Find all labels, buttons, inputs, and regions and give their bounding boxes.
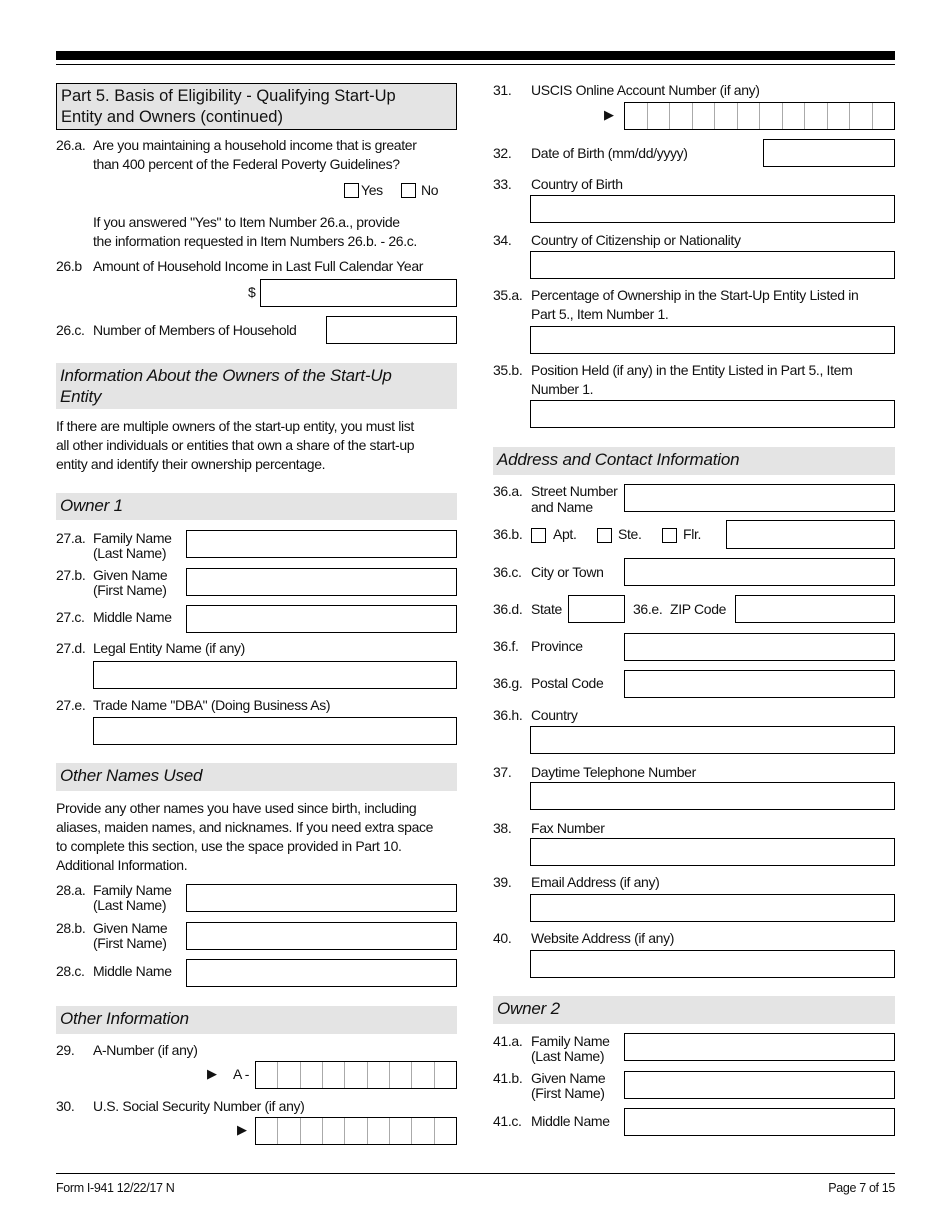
- top-thin-rule: [56, 64, 895, 65]
- uscis-label: USCIS Online Account Number (if any): [531, 82, 760, 98]
- digit-cell[interactable]: [692, 103, 715, 129]
- owner1-middle-name-input[interactable]: [186, 605, 457, 633]
- ste-checkbox[interactable]: [597, 528, 612, 543]
- other-family-name-number: 28.a.: [56, 882, 86, 898]
- apt-label: Apt.: [553, 526, 577, 542]
- owner2-middle-name-input[interactable]: [624, 1108, 895, 1136]
- digit-cell[interactable]: [647, 103, 670, 129]
- q26a-note-line1: If you answered "Yes" to Item Number 26.a., provide: [93, 214, 400, 230]
- state-input[interactable]: [568, 595, 625, 623]
- footer-form-id: Form I-941 12/22/17 N: [56, 1181, 175, 1195]
- other-given-name-label: Given Name: [93, 920, 168, 936]
- dob-number: 32.: [493, 145, 512, 161]
- position-held-number: 35.b.: [493, 362, 523, 378]
- other-names-line2: aliases, maiden names, and nicknames. If you need extra space: [56, 819, 434, 835]
- country-of-birth-input[interactable]: [530, 195, 895, 223]
- digit-cell[interactable]: [872, 103, 895, 129]
- digit-cell[interactable]: [389, 1118, 411, 1144]
- street-input[interactable]: [624, 484, 895, 512]
- other-given-name-sublabel: (First Name): [93, 935, 167, 951]
- ssn-number: 30.: [56, 1098, 75, 1114]
- digit-cell[interactable]: [411, 1062, 433, 1088]
- email-label: Email Address (if any): [531, 874, 660, 890]
- position-held-input[interactable]: [530, 400, 895, 428]
- citizenship-label: Country of Citizenship or Nationality: [531, 232, 741, 248]
- part-header-line2: Entity and Owners (continued): [61, 108, 283, 126]
- top-thick-rule: [56, 51, 895, 60]
- postal-code-label: Postal Code: [531, 675, 604, 691]
- country-input[interactable]: [530, 726, 895, 754]
- email-number: 39.: [493, 874, 512, 890]
- owner2-given-name-number: 41.b.: [493, 1070, 523, 1086]
- unit-number: 36.b.: [493, 526, 523, 542]
- digit-cell[interactable]: [322, 1062, 344, 1088]
- q26a-number: 26.a.: [56, 137, 86, 153]
- address-header-text-1: Address and Contact Information: [497, 450, 740, 469]
- a-number-number: 29.: [56, 1042, 75, 1058]
- other-family-name-label: Family Name: [93, 882, 172, 898]
- arrow-right-icon: ▶: [237, 1122, 247, 1137]
- owner1-middle-name-number: 27.c.: [56, 609, 85, 625]
- zip-input[interactable]: [735, 595, 895, 623]
- digit-cell[interactable]: [434, 1118, 456, 1144]
- q26a-no-label: No: [421, 182, 439, 198]
- owner2-family-name-sublabel: (Last Name): [531, 1048, 605, 1064]
- digit-cell[interactable]: [300, 1062, 322, 1088]
- owner2-middle-name-number: 41.c.: [493, 1113, 522, 1129]
- digit-cell[interactable]: [714, 103, 737, 129]
- phone-number: 37.: [493, 764, 512, 780]
- fax-input[interactable]: [530, 838, 895, 866]
- owner2-given-name-label: Given Name: [531, 1070, 606, 1086]
- digit-cell[interactable]: [669, 103, 692, 129]
- ownership-pct-input[interactable]: [530, 326, 895, 354]
- owner2-given-name-sublabel: (First Name): [531, 1085, 605, 1101]
- arrow-right-icon: ▶: [604, 107, 614, 122]
- digit-cell[interactable]: [256, 1062, 277, 1088]
- province-label: Province: [531, 638, 583, 654]
- phone-input[interactable]: [530, 782, 895, 810]
- q26b-label: Amount of Household Income in Last Full Calendar Year: [93, 258, 424, 274]
- flr-checkbox[interactable]: [662, 528, 677, 543]
- owner1-family-name-label: Family Name: [93, 530, 172, 546]
- other-middle-name-number: 28.c.: [56, 963, 85, 979]
- owner1-family-name-number: 27.a.: [56, 530, 86, 546]
- ssn-input[interactable]: [255, 1117, 457, 1145]
- zip-label: ZIP Code: [670, 601, 727, 617]
- ownership-pct-number: 35.a.: [493, 287, 523, 303]
- other-family-name-input[interactable]: [186, 884, 457, 912]
- q26a-question-line2: than 400 percent of the Federal Poverty Guidelines?: [93, 156, 400, 172]
- owners-intro-line1: If there are multiple owners of the start-up entity, you must list: [56, 418, 414, 434]
- owners-section-header-text-1: Information About the Owners of the Start-Up: [60, 366, 392, 385]
- country-number: 36.h.: [493, 707, 523, 723]
- ssn-label: U.S. Social Security Number (if any): [93, 1098, 305, 1114]
- citizenship-input[interactable]: [530, 251, 895, 279]
- postal-code-input[interactable]: [624, 670, 895, 698]
- q26a-note-line2: the information requested in Item Numbers 26.b. - 26.c.: [93, 233, 417, 249]
- street-label2: and Name: [531, 499, 593, 515]
- owner1-given-name-label: Given Name: [93, 567, 168, 583]
- owner1-legal-entity-label: Legal Entity Name (if any): [93, 640, 245, 656]
- position-held-label: Position Held (if any) in the Entity Listed in Part 5., Item: [531, 362, 853, 378]
- a-number-label: A-Number (if any): [93, 1042, 198, 1058]
- city-input[interactable]: [624, 558, 895, 586]
- owner1-given-name-input[interactable]: [186, 568, 457, 596]
- digit-cell[interactable]: [322, 1118, 344, 1144]
- footer-rule: [56, 1173, 895, 1174]
- position-held-label2: Number 1.: [531, 381, 594, 397]
- owner1-legal-entity-input[interactable]: [93, 661, 457, 689]
- digit-cell[interactable]: [300, 1118, 322, 1144]
- other-middle-name-input[interactable]: [186, 959, 457, 987]
- owner1-trade-name-number: 27.e.: [56, 697, 86, 713]
- q26c-label: Number of Members of Household: [93, 322, 297, 338]
- owner1-given-name-sublabel: (First Name): [93, 582, 167, 598]
- other-given-name-number: 28.b.: [56, 920, 86, 936]
- owner2-family-name-label: Family Name: [531, 1033, 610, 1049]
- other-names-line1: Provide any other names you have used since birth, including: [56, 800, 417, 816]
- owner1-trade-name-input[interactable]: [93, 717, 457, 745]
- ste-label: Ste.: [618, 526, 642, 542]
- digit-cell[interactable]: [434, 1062, 456, 1088]
- uscis-number: 31.: [493, 82, 512, 98]
- other-names-line3: to complete this section, use the space provided in Part 10.: [56, 838, 402, 854]
- digit-cell[interactable]: [737, 103, 760, 129]
- part-header-line1: Part 5. Basis of Eligibility - Qualifying Start-Up: [61, 87, 396, 105]
- province-input[interactable]: [624, 633, 895, 661]
- website-label: Website Address (if any): [531, 930, 675, 946]
- other-info-header: [56, 1006, 457, 1034]
- owner2-middle-name-label: Middle Name: [531, 1113, 610, 1129]
- fax-label: Fax Number: [531, 820, 605, 836]
- dob-input[interactable]: [763, 139, 895, 167]
- postal-code-number: 36.g.: [493, 675, 523, 691]
- website-input[interactable]: [530, 950, 895, 978]
- owner2-family-name-input[interactable]: [624, 1033, 895, 1061]
- owner1-legal-entity-number: 27.d.: [56, 640, 86, 656]
- currency-symbol: $: [248, 284, 256, 300]
- owner2-given-name-input[interactable]: [624, 1071, 895, 1099]
- owner1-family-name-sublabel: (Last Name): [93, 545, 167, 561]
- owner1-given-name-number: 27.b.: [56, 567, 86, 583]
- zip-number: 36.e.: [633, 601, 663, 617]
- household-members-input[interactable]: [326, 316, 457, 344]
- digit-cell[interactable]: [367, 1118, 389, 1144]
- website-number: 40.: [493, 930, 512, 946]
- country-of-birth-label: Country of Birth: [531, 176, 623, 192]
- q26c-number: 26.c.: [56, 322, 85, 338]
- address-header: [493, 447, 895, 475]
- digit-cell[interactable]: [367, 1062, 389, 1088]
- owner2-header: [493, 996, 895, 1024]
- digit-cell[interactable]: [804, 103, 827, 129]
- email-input[interactable]: [530, 894, 895, 922]
- digit-cell[interactable]: [344, 1062, 366, 1088]
- state-label: State: [531, 601, 562, 617]
- q26b-number: 26.b: [56, 258, 82, 274]
- footer-page-number: Page 7 of 15: [828, 1181, 895, 1195]
- part-header: [56, 83, 457, 130]
- ownership-pct-label: Percentage of Ownership in the Start-Up Entity Listed in: [531, 287, 859, 303]
- street-label: Street Number: [531, 483, 618, 499]
- owner1-header: [56, 493, 457, 520]
- q26a-question-line1: Are you maintaining a household income that is greater: [93, 137, 417, 153]
- phone-label: Daytime Telephone Number: [531, 764, 696, 780]
- digit-cell[interactable]: [411, 1118, 433, 1144]
- arrow-right-icon: ▶: [207, 1066, 217, 1081]
- street-number: 36.a.: [493, 483, 523, 499]
- apt-checkbox[interactable]: [531, 528, 546, 543]
- owners-section-header: [56, 363, 457, 409]
- other-family-name-sublabel: (Last Name): [93, 897, 167, 913]
- other-names-line4: Additional Information.: [56, 857, 188, 873]
- q26a-yes-label: Yes: [361, 182, 383, 198]
- digit-cell[interactable]: [759, 103, 782, 129]
- owner1-trade-name-label: Trade Name "DBA" (Doing Business As): [93, 697, 331, 713]
- owner2-header-text-1: Owner 2: [497, 999, 560, 1018]
- digit-cell[interactable]: [277, 1118, 299, 1144]
- owners-intro-line2: all other individuals or entities that own a share of the start-up: [56, 437, 415, 453]
- owner2-family-name-number: 41.a.: [493, 1033, 523, 1049]
- state-number: 36.d.: [493, 601, 523, 617]
- unit-input[interactable]: [726, 520, 895, 549]
- owner1-middle-name-label: Middle Name: [93, 609, 172, 625]
- city-number: 36.c.: [493, 564, 522, 580]
- ownership-pct-label2: Part 5., Item Number 1.: [531, 306, 669, 322]
- other-middle-name-label: Middle Name: [93, 963, 172, 979]
- digit-cell[interactable]: [277, 1062, 299, 1088]
- country-label: Country: [531, 707, 578, 723]
- digit-cell[interactable]: [849, 103, 872, 129]
- digit-cell[interactable]: [827, 103, 850, 129]
- uscis-account-input[interactable]: [624, 102, 895, 130]
- owners-section-header-text-2: Entity: [60, 387, 102, 406]
- digit-cell[interactable]: [782, 103, 805, 129]
- other-info-header-text-1: Other Information: [60, 1009, 189, 1028]
- q26a-yes-checkbox[interactable]: [344, 183, 359, 198]
- digit-cell[interactable]: [625, 103, 647, 129]
- province-number: 36.f.: [493, 638, 519, 654]
- owner1-header-text-1: Owner 1: [60, 496, 123, 515]
- citizenship-number: 34.: [493, 232, 512, 248]
- household-income-input[interactable]: [260, 279, 457, 307]
- digit-cell[interactable]: [389, 1062, 411, 1088]
- other-given-name-input[interactable]: [186, 922, 457, 950]
- digit-cell[interactable]: [344, 1118, 366, 1144]
- owner1-family-name-input[interactable]: [186, 530, 457, 558]
- fax-number: 38.: [493, 820, 512, 836]
- other-names-header: [56, 763, 457, 791]
- digit-cell[interactable]: [256, 1118, 277, 1144]
- a-number-input[interactable]: [255, 1061, 457, 1089]
- a-number-prefix: A -: [233, 1066, 250, 1082]
- city-label: City or Town: [531, 564, 604, 580]
- other-names-header-text-1: Other Names Used: [60, 766, 203, 785]
- flr-label: Flr.: [683, 526, 702, 542]
- owners-intro-line3: entity and identify their ownership percentage.: [56, 456, 326, 472]
- country-of-birth-number: 33.: [493, 176, 512, 192]
- dob-label: Date of Birth (mm/dd/yyyy): [531, 145, 688, 161]
- q26a-no-checkbox[interactable]: [401, 183, 416, 198]
